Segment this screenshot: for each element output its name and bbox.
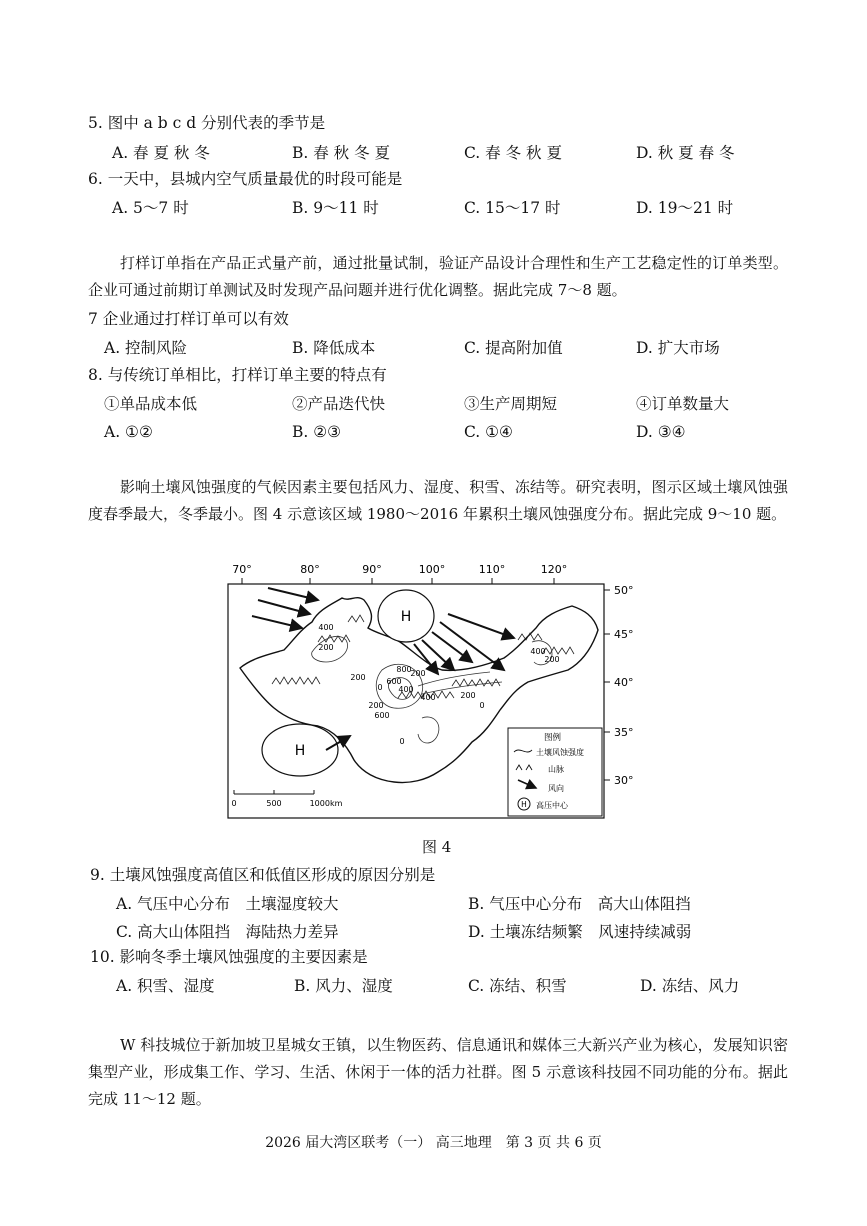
q8-option-b: B. ②③ <box>292 423 342 441</box>
q6-stem: 6. 一天中，县城内空气质量最优的时段可能是 <box>88 170 403 188</box>
scale-label: 0 <box>231 799 237 808</box>
passage-11-12 <box>88 1032 788 1113</box>
q6-option-b: B. 9～11 时 <box>292 199 379 217</box>
legend-high-symbol: H <box>521 800 527 809</box>
map-legend <box>508 728 602 816</box>
q8-item-4: ④订单数量大 <box>636 395 730 413</box>
page-footer: 2026 届大湾区联考（一） 高三地理 第 3 页 共 6 页 <box>265 1135 602 1151</box>
q6-options <box>112 196 792 220</box>
q8-option-a: A. ①② <box>104 423 153 441</box>
lon-label: 80° <box>300 563 320 576</box>
lat-label: 45° <box>614 628 634 641</box>
longitude-labels <box>232 563 567 584</box>
q6-option-c: C. 15～17 时 <box>464 199 561 217</box>
passage-7-8 <box>88 250 788 304</box>
q9-option-d: D. 土壤冻结频繁 风速持续减弱 <box>468 923 692 941</box>
passage-7-8-text: 打样订单指在产品正式量产前，通过批量试制，验证产品设计合理性和生产工艺稳定性的订单类型。企业可通过前期订单测试及时发现产品问题并进行优化调整。据此完成 7～8 题。 <box>88 254 788 299</box>
q9-options-row2 <box>116 920 796 944</box>
figure-4-caption: 图 4 <box>422 838 452 856</box>
q6-option-d: D. 19～21 时 <box>636 199 734 217</box>
contour-label: 400 <box>420 693 436 702</box>
contour-label: 400 <box>530 647 546 656</box>
scale-label: 1000km <box>309 799 343 808</box>
q10-option-c: C. 冻结、积雪 <box>468 977 567 995</box>
contour-label: 200 <box>318 643 334 652</box>
q5-stem: 5. 图中 a b c d 分别代表的季节是 <box>88 114 326 132</box>
contour-label: 600 <box>386 677 402 686</box>
q8-item-3: ③生产周期短 <box>464 395 558 413</box>
legend-item-high: 高压中心 <box>536 801 568 810</box>
contour-label: 0 <box>399 737 405 746</box>
q8-option-c: C. ①④ <box>464 423 513 441</box>
contour-label: 200 <box>350 673 366 682</box>
contour-label: 800 <box>396 665 412 674</box>
lon-label: 100° <box>418 563 446 576</box>
q5-options <box>112 141 792 165</box>
contour-label: 600 <box>374 711 390 720</box>
contour-label: 400 <box>398 685 414 694</box>
q5-option-b: B. 春 秋 冬 夏 <box>292 144 391 162</box>
q9-options-row1 <box>116 892 796 916</box>
q9-stem: 9. 土壤风蚀强度高值区和低值区形成的原因分别是 <box>90 866 436 884</box>
q9-option-b: B. 气压中心分布 高大山体阻挡 <box>468 895 691 913</box>
legend-title: 图例 <box>544 733 562 743</box>
erosion-contours <box>312 636 552 743</box>
q8-option-d: D. ③④ <box>636 423 686 441</box>
legend-item-wind: 风向 <box>548 784 564 793</box>
q5-option-a: A. 春 夏 秋 冬 <box>112 144 210 162</box>
lon-label: 120° <box>540 563 568 576</box>
passage-9-10 <box>88 474 788 528</box>
q8-item-1: ①单品成本低 <box>104 395 198 413</box>
q7-stem: 7 企业通过打样订单可以有效 <box>88 310 289 328</box>
contour-label: 0 <box>377 683 383 692</box>
scale-bar <box>231 790 342 808</box>
contour-label: 200 <box>544 655 560 664</box>
q9-option-a: A. 气压中心分布 土壤湿度较大 <box>116 895 339 913</box>
high-label-north: H <box>400 609 412 625</box>
lat-label: 50° <box>614 584 634 597</box>
q8-stem: 8. 与传统订单相比，打样订单主要的特点有 <box>88 366 387 384</box>
contour-label: 200 <box>368 701 384 710</box>
q10-option-d: D. 冻结、风力 <box>640 977 740 995</box>
lon-label: 70° <box>232 563 252 576</box>
lon-label: 90° <box>362 563 382 576</box>
lat-label: 30° <box>614 774 634 787</box>
q7-options <box>104 336 794 360</box>
lon-label: 110° <box>478 563 506 576</box>
lat-label: 40° <box>614 676 634 689</box>
passage-11-12-text: W 科技城位于新加坡卫星城女王镇，以生物医药、信息通讯和媒体三大新兴产业为核心，发展知识密集型产业，形成集工作、学习、生活、休闲于一体的活力社群。图 5 示意该科技园不同功能的分布。据此完成 11～12 题。 <box>88 1036 788 1108</box>
q8-item-2: ②产品迭代快 <box>292 395 386 413</box>
latitude-labels <box>604 584 634 787</box>
q5-option-c: C. 春 冬 秋 夏 <box>464 144 562 162</box>
q7-option-d: D. 扩大市场 <box>636 339 720 357</box>
q10-option-b: B. 风力、湿度 <box>294 977 393 995</box>
figure-4-map <box>222 558 642 824</box>
q10-stem: 10. 影响冬季土壤风蚀强度的主要因素是 <box>90 948 368 966</box>
q7-option-c: C. 提高附加值 <box>464 339 563 357</box>
passage-9-10-text: 影响土壤风蚀强度的气候因素主要包括风力、湿度、积雪、冻结等。研究表明，图示区域土壤风蚀强度春季最大，冬季最小。图 4 示意该区域 1980～2016 年累积土壤风蚀强度分布。据此完成 9～10 题。 <box>88 478 788 523</box>
q8-options <box>104 420 794 444</box>
contour-label: 400 <box>318 623 334 632</box>
q8-items <box>104 392 794 416</box>
q7-option-b: B. 降低成本 <box>292 339 376 357</box>
q6-option-a: A. 5～7 时 <box>112 199 189 217</box>
q7-option-a: A. 控制风险 <box>104 339 188 357</box>
q9-option-c: C. 高大山体阻挡 海陆热力差异 <box>116 923 339 941</box>
contour-label: 200 <box>460 691 476 700</box>
q10-option-a: A. 积雪、湿度 <box>116 977 215 995</box>
lat-label: 35° <box>614 726 634 739</box>
contour-label: 0 <box>479 701 485 710</box>
high-label-south: H <box>294 743 306 759</box>
q10-options <box>116 974 796 998</box>
contour-label: 200 <box>410 669 426 678</box>
legend-item-contour: 土壤风蚀强度 <box>536 748 584 757</box>
legend-item-mountain: 山脉 <box>548 765 564 774</box>
scale-label: 500 <box>266 799 282 808</box>
q5-option-d: D. 秋 夏 春 冬 <box>636 144 735 162</box>
